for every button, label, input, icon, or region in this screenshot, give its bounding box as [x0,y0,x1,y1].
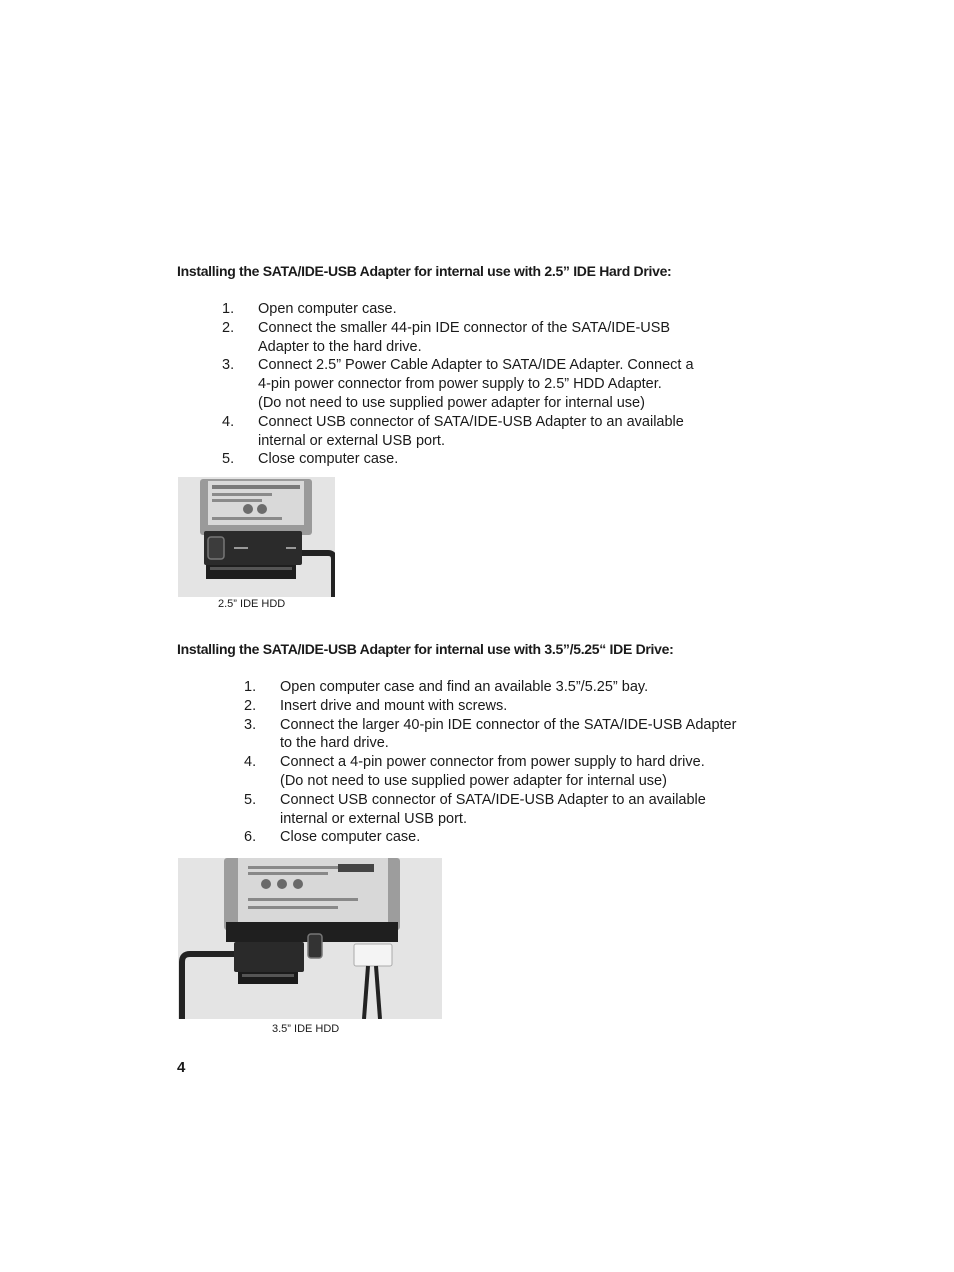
step-text: Close computer case. [280,829,421,846]
list-item [244,678,744,697]
figure-caption: 2.5” IDE HDD [218,598,286,610]
section-2-steps [244,678,744,847]
hdd-3-5-illustration [178,858,442,1019]
step-text: Open computer case. [258,301,397,317]
step-number: 1. [222,301,235,317]
list-item [244,791,744,829]
list-item [222,356,702,412]
step-text: Connect a 4-pin power connector from power supply to hard drive. (Do not need to use supplied power adapter for internal use) [280,754,705,789]
step-number: 1. [244,679,257,695]
page-number: 4 [177,1059,186,1076]
step-text: Connect the smaller 44-pin IDE connector of the SATA/IDE-USB Adapter to the hard drive. [258,319,671,355]
list-item [222,450,702,469]
step-text: Connect USB connector of SATA/IDE-USB Adapter to an available internal or external USB port. [280,791,706,827]
list-item [222,413,702,451]
hdd-2-5-illustration [178,477,335,597]
step-text: Open computer case and find an available 3.5”/5.25” bay. [280,679,649,695]
hdd-3-5-photo [178,858,442,1019]
step-number: 5. [244,791,257,808]
list-item [222,300,702,319]
step-number: 4. [244,754,257,771]
step-text: Close computer case. [258,451,399,468]
section-2-heading: Installing the SATA/IDE-USB Adapter for internal use with 3.5”/5.25“ IDE Drive: [177,641,674,657]
step-number: 6. [244,829,257,846]
list-item [244,716,744,754]
step-number: 3. [222,357,235,374]
step-number: 2. [244,697,257,714]
step-text: Connect USB connector of SATA/IDE-USB Adapter to an available internal or external USB port. [258,413,684,449]
step-text: Connect 2.5” Power Cable Adapter to SATA/IDE Adapter. Connect a 4-pin power connector from power supply to 2.5” HDD Adapter. (Do not need to use supplied power adapter for internal use) [258,357,694,411]
list-item [222,319,702,357]
section-1-steps [222,300,702,469]
list-item [244,828,744,847]
step-text: Connect the larger 40-pin IDE connector of the SATA/IDE-USB Adapter to the hard drive. [280,716,737,752]
list-item [244,753,744,791]
step-number: 4. [222,413,235,430]
step-text: Insert drive and mount with screws. [280,697,508,714]
section-1-heading: Installing the SATA/IDE-USB Adapter for internal use with 2.5” IDE Hard Drive: [177,263,672,279]
step-number: 2. [222,319,235,336]
step-number: 5. [222,451,235,468]
hdd-2-5-photo [178,477,335,597]
list-item [244,697,744,716]
step-number: 3. [244,716,257,733]
figure-caption: 3.5” IDE HDD [272,1023,340,1035]
